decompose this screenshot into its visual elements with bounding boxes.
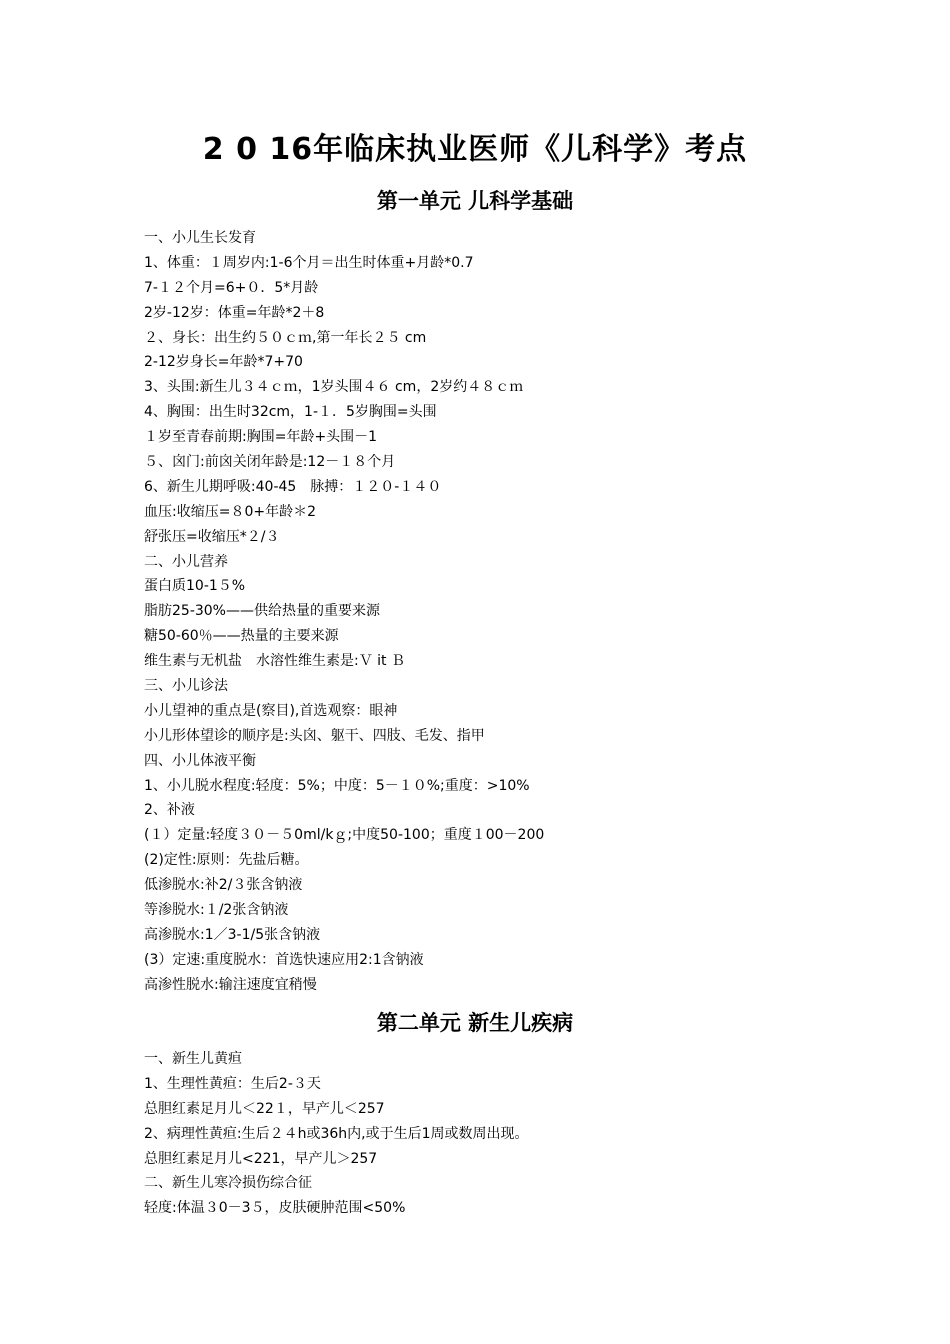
- text-line: 脂肪25-30%——供给热量的重要来源: [144, 603, 380, 620]
- text-line: 1、小儿脱水程度:轻度：5%；中度：5－１０%;重度：>10%: [144, 777, 530, 794]
- text-line: 总胆红素足月儿＜22１，早产儿＜257: [144, 1100, 385, 1117]
- text-line: 维生素与无机盐 水溶性维生素是:Ｖ it Ｂ: [144, 653, 405, 670]
- text-line: 2-12岁身长=年龄*7+70: [144, 354, 303, 371]
- text-line: 小儿形体望诊的顺序是:头囟、躯干、四肢、毛发、指甲: [144, 727, 485, 744]
- text-line: 糖50-60％——热量的主要来源: [144, 628, 339, 645]
- text-line: 2岁-12岁：体重=年龄*2＋8: [144, 304, 325, 321]
- unit-1-content: [144, 226, 544, 998]
- text-line: 2、补液: [144, 802, 195, 819]
- text-line: 高渗脱水:1／3-1/5张含钠液: [144, 926, 321, 943]
- text-line: 1、生理性黄疸：生后2-３天: [144, 1075, 321, 1092]
- text-line: 等渗脱水:１/2张含钠液: [144, 902, 289, 919]
- text-line: １岁至青春前期:胸围=年龄+头围－1: [144, 429, 378, 446]
- text-line: 6、新生儿期呼吸:40-45 脉搏：１２０-１４０: [144, 478, 442, 495]
- text-line: (2)定性:原则：先盐后糖。: [144, 852, 309, 869]
- text-line: (3）定速:重度脱水：首选快速应用2:1含钠液: [144, 951, 424, 968]
- text-line: 舒张压=收缩压*２/３: [144, 528, 280, 545]
- text-line: (１）定量:轻度３０－５0ml/kｇ;中度50-100；重度１00－200: [144, 827, 545, 844]
- text-line: 低渗脱水:补2/３张含钠液: [144, 877, 303, 894]
- section-heading: 二、新生儿寒冷损伤综合征: [144, 1175, 312, 1192]
- text-line: 7-１２个月=6+０．5*月龄: [144, 279, 319, 296]
- section-heading: 一、小儿生长发育: [144, 230, 256, 246]
- text-line: 总胆红素足月儿<221，早产儿＞257: [144, 1150, 378, 1167]
- text-line: ２、身长：出生约５０ｃｍ,第一年长２５ cm: [144, 329, 427, 346]
- document-title: 2 0 16年临床执业医师《儿科学》考点: [202, 132, 748, 167]
- text-line: 血压:收缩压=８0+年龄＊2: [144, 503, 316, 520]
- section-heading: 三、小儿诊法: [144, 678, 228, 695]
- text-line: 2、病理性黄疸:生后２４h或36h内,或于生后1周或数周出现。: [144, 1125, 529, 1142]
- unit-1-title: 第一单元 儿科学基础: [376, 189, 574, 213]
- text-line: ５、囟门:前囟关闭年龄是:12－１８个月: [144, 454, 396, 471]
- unit-2-content: [144, 1047, 529, 1221]
- section-heading: 一、新生儿黄疸: [144, 1051, 242, 1067]
- section-heading: 四、小儿体液平衡: [144, 752, 256, 769]
- text-line: 小儿望神的重点是(察目),首选观察：眼神: [144, 702, 398, 719]
- text-line: 高渗性脱水:输注速度宜稍慢: [144, 976, 317, 993]
- text-line: 4、胸围：出生时32cm，1-１．5岁胸围=头围: [144, 404, 437, 421]
- unit-2-title: 第二单元 新生儿疾病: [376, 1011, 574, 1035]
- section-heading: 二、小儿营养: [144, 553, 228, 570]
- text-line: 1、体重：１周岁内:1-6个月＝出生时体重+月龄*0.7: [144, 254, 474, 271]
- text-line: 轻度:体温３0－3５，皮肤硬肿范围<50%: [144, 1200, 406, 1217]
- text-line: 3、头围:新生儿３４ｃｍ，1岁头围４６ cm，2岁约４８ｃｍ: [144, 379, 524, 396]
- text-line: 蛋白质10-1５%: [144, 578, 246, 595]
